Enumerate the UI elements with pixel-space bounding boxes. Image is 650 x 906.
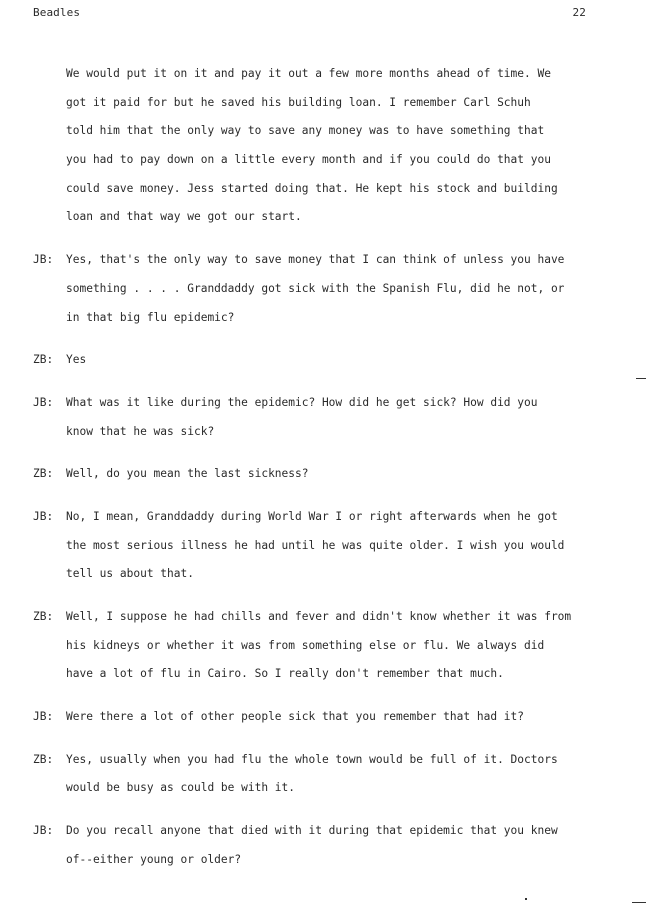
transcript-line: know that he was sick? — [66, 424, 215, 438]
speech-text — [66, 246, 633, 332]
transcript-line: would be busy as could be with it. — [66, 781, 296, 795]
speech-text — [66, 389, 633, 446]
transcript-line: Well, I suppose he had chills and fever and didn't know whether it was from — [66, 610, 572, 624]
scan-mark — [632, 902, 646, 903]
transcript-line: his kidneys or whether it was from something else or flu. We always did — [66, 638, 545, 652]
speech-text — [66, 603, 633, 689]
speech-text — [66, 503, 633, 589]
transcript-line: Do you recall anyone that died with it during that epidemic that you knew — [66, 824, 558, 838]
transcript-line: tell us about that. — [66, 567, 194, 581]
speech-text — [66, 817, 633, 874]
transcript-line: Were there a lot of other people sick that you remember that had it? — [66, 710, 525, 724]
transcript-line: No, I mean, Granddaddy during World War I or right afterwards when he got — [66, 509, 558, 523]
transcript-line: We would put it on it and pay it out a few more months ahead of time. We — [66, 67, 551, 80]
transcript-paragraph — [33, 460, 633, 489]
transcript-line: of--either young or older? — [66, 852, 242, 866]
speech-text — [66, 460, 633, 489]
scan-speck — [525, 898, 527, 900]
speaker-label: ZB: — [33, 353, 54, 367]
transcript-paragraph — [33, 346, 633, 375]
speaker-label: JB: — [33, 509, 54, 523]
speaker-label: JB: — [33, 253, 54, 267]
transcript-paragraph — [33, 603, 633, 689]
speaker-label: JB: — [33, 395, 54, 409]
transcript-paragraph — [33, 503, 633, 589]
transcript-line: got it paid for but he saved his building loan. I remember Carl Schuh — [66, 95, 531, 109]
transcript-line: Yes — [66, 353, 87, 367]
transcript-line: told him that the only way to save any money was to have something that — [66, 124, 545, 138]
transcript-paragraph — [33, 703, 633, 732]
page-header — [33, 6, 586, 24]
transcript-paragraph — [33, 389, 633, 446]
transcript-line: in that big flu epidemic? — [66, 310, 235, 324]
transcript-paragraph — [33, 817, 633, 874]
speaker-label: JB: — [33, 824, 54, 838]
transcript-line: you had to pay down on a little every month and if you could do that you — [66, 153, 551, 167]
transcript-line: the most serious illness he had until he was quite older. I wish you would — [66, 538, 565, 552]
speaker-label: ZB: — [33, 610, 54, 624]
speaker-label: JB: — [33, 710, 54, 724]
transcript-line: Yes, that's the only way to save money that I can think of unless you have — [66, 253, 565, 267]
transcript-line: loan and that way we got our start. — [66, 210, 302, 224]
scan-mark — [636, 378, 646, 379]
transcript-line: could save money. Jess started doing that. He kept his stock and building — [66, 181, 558, 195]
transcript-line: have a lot of flu in Cairo. So I really don't remember that much. — [66, 667, 504, 681]
transcript-paragraph — [33, 746, 633, 803]
transcript-body — [33, 60, 633, 889]
transcript-paragraph — [33, 246, 633, 332]
speech-text — [66, 346, 633, 375]
transcript-line: Yes, usually when you had flu the whole town would be full of it. Doctors — [66, 752, 558, 766]
transcript-line: What was it like during the epidemic? How did he get sick? How did you — [66, 395, 538, 409]
transcript-line: Well, do you mean the last sickness? — [66, 467, 309, 481]
transcript-line: something . . . . Granddaddy got sick with the Spanish Flu, did he not, or — [66, 281, 565, 295]
speaker-label: ZB: — [33, 752, 54, 766]
speech-text — [66, 703, 633, 732]
speech-text — [66, 746, 633, 803]
speaker-label: ZB: — [33, 467, 54, 481]
transcript-paragraph-continuation — [33, 60, 633, 232]
header-interviewee-name: Beadles — [33, 6, 81, 19]
page-number: 22 — [572, 6, 586, 19]
